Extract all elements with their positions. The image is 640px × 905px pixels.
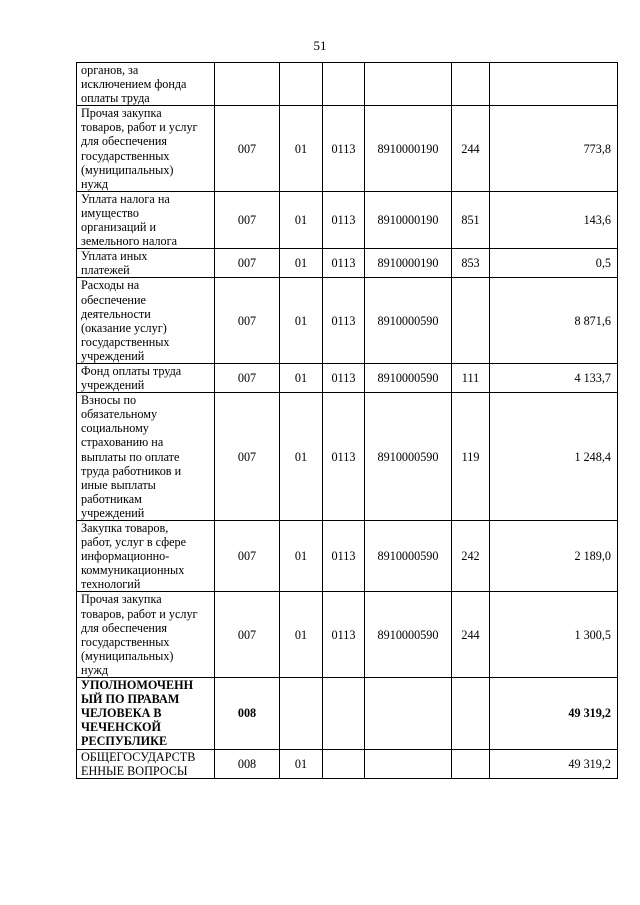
ministry-code-cell [215,63,280,106]
table-row [77,393,618,521]
table-row [77,249,618,278]
section-code-cell: 01 [280,749,323,778]
budget-table [76,62,618,779]
ministry-code-cell: 007 [215,363,280,392]
budget-table-body [77,63,618,779]
table-row [77,521,618,592]
subsection-code-cell: 0113 [323,249,365,278]
target-article-cell: 8910000190 [365,191,452,248]
section-code-cell: 01 [280,191,323,248]
ministry-code-cell: 008 [215,678,280,749]
expense-type-cell [452,63,490,106]
ministry-code-cell: 008 [215,749,280,778]
expense-type-cell [452,749,490,778]
expense-type-cell: 244 [452,592,490,678]
expense-type-cell: 851 [452,191,490,248]
subsection-code-cell: 0113 [323,592,365,678]
target-article-cell: 8910000590 [365,521,452,592]
amount-cell: 49 319,2 [490,749,618,778]
expense-type-cell: 111 [452,363,490,392]
table-row [77,749,618,778]
subsection-code-cell [323,678,365,749]
expense-type-cell [452,678,490,749]
target-article-cell: 8910000590 [365,278,452,364]
amount-cell: 4 133,7 [490,363,618,392]
amount-cell: 1 248,4 [490,393,618,521]
ministry-code-cell: 007 [215,393,280,521]
section-code-cell: 01 [280,521,323,592]
amount-cell: 0,5 [490,249,618,278]
expense-name-cell: ОБЩЕГОСУДАРСТВ ЕННЫЕ ВОПРОСЫ [77,749,215,778]
table-row [77,63,618,106]
amount-cell [490,63,618,106]
subsection-code-cell: 0113 [323,521,365,592]
amount-cell: 8 871,6 [490,278,618,364]
table-row [77,278,618,364]
target-article-cell: 8910000590 [365,393,452,521]
ministry-code-cell: 007 [215,249,280,278]
expense-type-cell [452,278,490,364]
table-row [77,363,618,392]
target-article-cell [365,749,452,778]
expense-name-cell: органов, за исключением фонда оплаты труда [77,63,215,106]
ministry-code-cell: 007 [215,106,280,192]
subsection-code-cell [323,749,365,778]
expense-name-cell: Взносы по обязательному социальному страхованию на выплаты по оплате труда работников и иные выплаты работникам учреждений [77,393,215,521]
amount-cell: 2 189,0 [490,521,618,592]
target-article-cell: 8910000590 [365,592,452,678]
expense-type-cell: 242 [452,521,490,592]
expense-type-cell: 119 [452,393,490,521]
section-code-cell: 01 [280,278,323,364]
target-article-cell [365,678,452,749]
section-code-cell [280,63,323,106]
target-article-cell [365,63,452,106]
ministry-code-cell: 007 [215,521,280,592]
subsection-code-cell: 0113 [323,393,365,521]
section-code-cell: 01 [280,106,323,192]
table-row [77,191,618,248]
subsection-code-cell: 0113 [323,106,365,192]
expense-type-cell: 244 [452,106,490,192]
section-code-cell: 01 [280,363,323,392]
ministry-code-cell: 007 [215,191,280,248]
amount-cell: 1 300,5 [490,592,618,678]
amount-cell: 49 319,2 [490,678,618,749]
table-row [77,592,618,678]
target-article-cell: 8910000590 [365,363,452,392]
section-code-cell: 01 [280,592,323,678]
expense-name-cell: Прочая закупка товаров, работ и услуг для обеспечения государственных (муниципальных) нужд [77,106,215,192]
expense-name-cell: Прочая закупка товаров, работ и услуг для обеспечения государственных (муниципальных) нужд [77,592,215,678]
page-number: 51 [313,38,327,53]
expense-name-cell: Закупка товаров, работ, услуг в сфере информационно- коммуникационных технологий [77,521,215,592]
expense-type-cell: 853 [452,249,490,278]
expense-name-cell: Уплата иных платежей [77,249,215,278]
amount-cell: 143,6 [490,191,618,248]
section-code-cell [280,678,323,749]
table-row [77,678,618,749]
subsection-code-cell: 0113 [323,363,365,392]
expense-name-cell: Расходы на обеспечение деятельности (оказание услуг) государственных учреждений [77,278,215,364]
expense-name-cell: Фонд оплаты труда учреждений [77,363,215,392]
target-article-cell: 8910000190 [365,106,452,192]
section-code-cell: 01 [280,393,323,521]
ministry-code-cell: 007 [215,278,280,364]
expense-name-cell: Уплата налога на имущество организаций и земельного налога [77,191,215,248]
target-article-cell: 8910000190 [365,249,452,278]
ministry-code-cell: 007 [215,592,280,678]
expense-name-cell: УПОЛНОМОЧЕНН ЫЙ ПО ПРАВАМ ЧЕЛОВЕКА В ЧЕЧЕНСКОЙ РЕСПУБЛИКЕ [77,678,215,749]
table-row [77,106,618,192]
subsection-code-cell: 0113 [323,191,365,248]
subsection-code-cell [323,63,365,106]
section-code-cell: 01 [280,249,323,278]
subsection-code-cell: 0113 [323,278,365,364]
amount-cell: 773,8 [490,106,618,192]
